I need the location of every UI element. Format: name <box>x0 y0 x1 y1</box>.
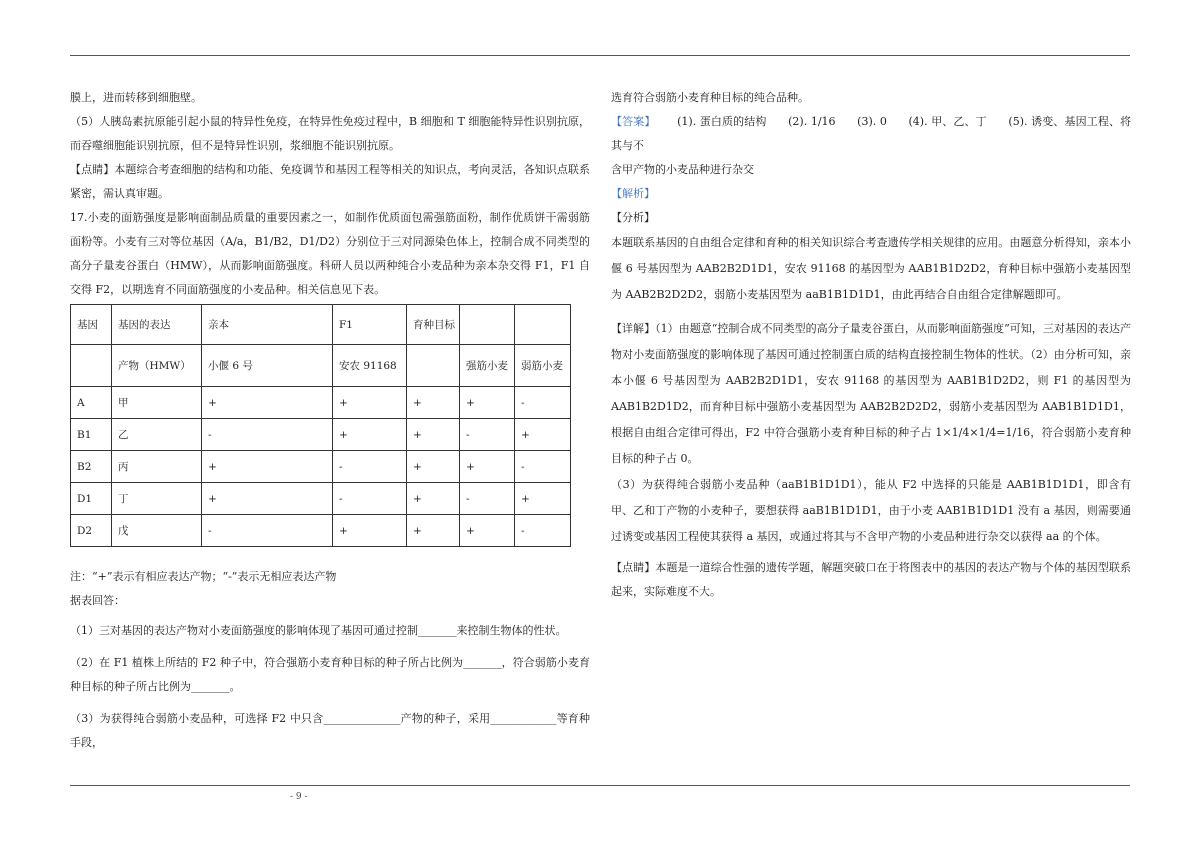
table-cell: + <box>407 387 460 419</box>
analysis-heading: 【分析】 <box>611 211 655 224</box>
table-cell: + <box>407 483 460 515</box>
answer-item: (1). 蛋白质的结构 <box>677 115 767 128</box>
table-cell: 育种目标 <box>407 305 460 345</box>
table-cell <box>407 345 460 387</box>
table-cell: - <box>333 451 407 483</box>
table-cell: 亲本 <box>202 305 333 345</box>
table-cell: D1 <box>71 483 112 515</box>
table-cell: + <box>460 515 515 547</box>
table-cell: F1 <box>333 305 407 345</box>
paragraph: 【详解】（1）由题意“控制合成不同类型的高分子量麦谷蛋白，从而影响面筋强度”可知，三对基因的表达产物对小麦面筋强度的影响体现了基因可通过控制蛋白质的结构直接控制生物体的性状。（2）由分析可知，亲本小偃 6 号基因型为 AAB2B2D1D1，安农 91168 的基因型为 AAB1B1D2D2，则 F1 的基因型为 AAB1B2D1D2，而育种目标中强筋小麦基因型为 AAB2B2D2D2，弱筋小麦基因型为 AAB1B1D1D1，根据自由组合定律可得出，F2 中符合强筋小麦育种目标的种子占 1×1/4×1/4=1/16，符合弱筋小麦育种目标的种子占 0。 <box>611 322 1131 465</box>
table-cell: - <box>460 483 515 515</box>
table-cell: 基因 <box>71 305 112 345</box>
table-cell: 强筋小麦 <box>460 345 515 387</box>
answer-line <box>611 110 1131 158</box>
paragraph: 选育符合弱筋小麦育种目标的纯合品种。 <box>611 91 809 104</box>
sub-question: （2）在 F1 植株上所结的 F2 种子中，符合强筋小麦育种目标的种子所占比例为_______，符合弱筋小麦育种目标的种子所占比例为_______。 <box>70 656 590 693</box>
table-cell: + <box>460 451 515 483</box>
table-header-row <box>71 305 571 345</box>
table-row <box>71 419 571 451</box>
table-cell: + <box>407 419 460 451</box>
table-cell: - <box>515 515 571 547</box>
page-number: - 9 - <box>290 792 308 802</box>
table-header-row <box>71 345 571 387</box>
table-cell: 安农 91168 <box>333 345 407 387</box>
table-cell: 小偃 6 号 <box>202 345 333 387</box>
question-17: 17.小麦的面筋强度是影响面制品质量的重要因素之一，如制作优质面包需强筋面粉，制作优质饼干需弱筋面粉等。小麦有三对等位基因（A/a，B1/B2，D1/D2）分别位于三对同源染色体上，控制合成不同类型的高分子量麦谷蛋白（HMW），从而影响面筋强度。科研人员以两种纯合小麦品种为亲本杂交得 F1，F1 自交得 F2，以期选育不同面筋强度的小麦品种。相关信息见下表。 <box>70 211 590 296</box>
table-note: 注：“+”表示有相应表达产物；“-”表示无相应表达产物 <box>70 570 337 583</box>
table-cell: 弱筋小麦 <box>515 345 571 387</box>
table-cell <box>515 305 571 345</box>
table-row <box>71 451 571 483</box>
footer-rule <box>70 785 1130 786</box>
paragraph: 膜上，进而转移到细胞壁。 <box>70 91 202 104</box>
table-row <box>71 515 571 547</box>
answer-item: (3). 0 <box>857 115 887 128</box>
table-cell: + <box>202 387 333 419</box>
table-cell: - <box>333 483 407 515</box>
answer-item: (5). 诱变、基因工程、将其与不 <box>611 115 1132 152</box>
sub-question: （3）为获得纯合弱筋小麦品种，可选择 F2 中只含______________产物的种子，采用____________等育种手段， <box>70 712 590 749</box>
sub-question: （1）三对基因的表达产物对小麦面筋强度的影响体现了基因可通过控制_______来控制生物体的性状。 <box>70 624 567 637</box>
table-cell: 丁 <box>112 483 202 515</box>
table-cell: A <box>71 387 112 419</box>
table-cell: + <box>407 515 460 547</box>
table-cell: + <box>202 451 333 483</box>
table-cell: + <box>333 419 407 451</box>
table-cell: - <box>202 515 333 547</box>
table-cell: + <box>515 483 571 515</box>
gene-table <box>70 304 571 547</box>
table-cell: + <box>460 387 515 419</box>
table-cell: + <box>333 515 407 547</box>
paragraph: 【点睛】本题综合考查细胞的结构和功能、免疫调节和基因工程等相关的知识点，考向灵活，各知识点联系紧密，需认真审题。 <box>70 163 590 200</box>
table-cell: + <box>515 419 571 451</box>
table-cell: B1 <box>71 419 112 451</box>
table-cell: 产物（HMW） <box>112 345 202 387</box>
left-column <box>70 86 590 755</box>
paragraph: 本题联系基因的自由组合定律和育种的相关知识综合考查遗传学相关规律的应用。由题意分析得知，亲本小偃 6 号基因型为 AAB2B2D1D1，安农 91168 的基因型为 AAB1B1D2D2，育种目标中强筋小麦基因型为 AAB2B2D2D2，弱筋小麦基因型为 aaB1B1D1D1，由此再结合自由组合定律解题即可。 <box>611 236 1131 301</box>
table-cell: - <box>515 387 571 419</box>
answer-item: (2). 1/16 <box>788 115 836 128</box>
table-cell: + <box>407 451 460 483</box>
table-cell <box>71 345 112 387</box>
paragraph: （5）人胰岛素抗原能引起小鼠的特异性免疫，在特异性免疫过程中，B 细胞和 T 细胞能特异性识别抗原，而吞噬细胞能识别抗原，但不是特异性识别，浆细胞不能识别抗原。 <box>70 115 590 152</box>
answer-item: (4). 甲、乙、丁 <box>908 115 987 128</box>
analysis-label: 【解析】 <box>611 187 655 200</box>
table-cell: 基因的表达 <box>112 305 202 345</box>
table-row <box>71 483 571 515</box>
answer-label: 【答案】 <box>611 115 656 128</box>
table-cell: B2 <box>71 451 112 483</box>
paragraph: 【点睛】本题是一道综合性强的遗传学题，解题突破口在于将图表中的基因的表达产物与个体的基因型联系起来，实际难度不大。 <box>611 561 1131 598</box>
table-cell: + <box>333 387 407 419</box>
paragraph: 据表回答： <box>70 594 125 607</box>
table-cell: D2 <box>71 515 112 547</box>
header-rule <box>70 55 1130 56</box>
table-cell <box>460 305 515 345</box>
paragraph: （3）为获得纯合弱筋小麦品种（aaB1B1D1D1），能从 F2 中选择的只能是 AAB1B1D1D1，即含有甲、乙和丁产物的小麦种子，要想获得 aaB1B1D1D1，由于小麦 AAB1B1D1D1 没有 a 基因，则需要通过诱变或基因工程使其获得 a 基因，或通过将其与不含甲产物的小麦品种进行杂交以获得 aa 的个体。 <box>611 478 1131 543</box>
table-cell: - <box>515 451 571 483</box>
answer-continued: 含甲产物的小麦品种进行杂交 <box>611 163 754 176</box>
table-cell: 戊 <box>112 515 202 547</box>
table-cell: 甲 <box>112 387 202 419</box>
table-cell: - <box>202 419 333 451</box>
table-cell: 丙 <box>112 451 202 483</box>
table-cell: - <box>460 419 515 451</box>
table-cell: + <box>202 483 333 515</box>
table-cell: 乙 <box>112 419 202 451</box>
right-column <box>611 86 1131 604</box>
table-row <box>71 387 571 419</box>
